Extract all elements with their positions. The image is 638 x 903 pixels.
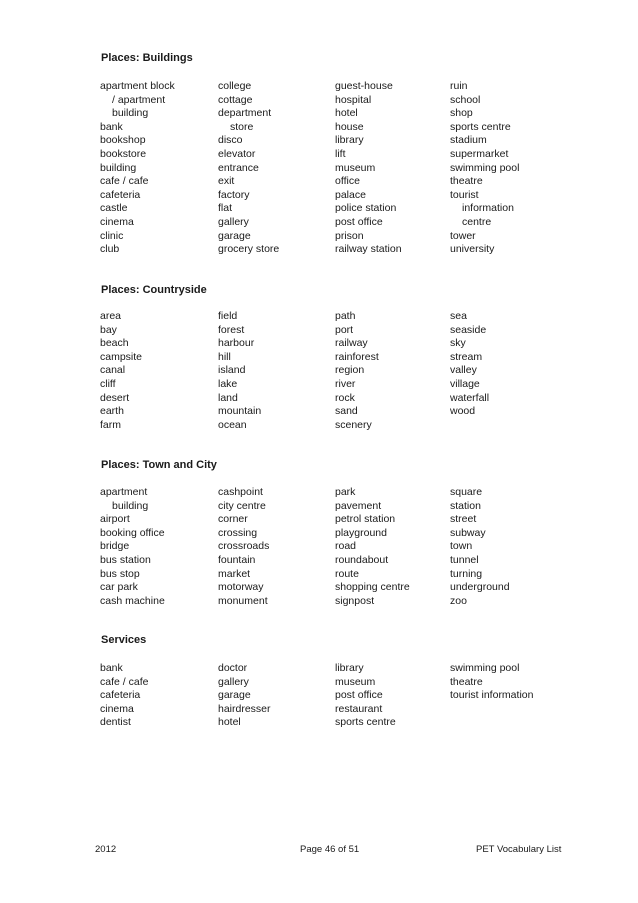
vocabulary-word: path	[335, 310, 356, 322]
vocabulary-word: flat	[218, 202, 233, 215]
vocabulary-word: island	[218, 364, 246, 377]
column-4	[450, 80, 519, 257]
vocabulary-word: earth	[100, 405, 124, 418]
vocabulary-word: prison	[335, 229, 364, 242]
vocabulary-word: area	[100, 310, 122, 322]
vocabulary-word: tourist	[450, 188, 479, 201]
vocabulary-word: cashpoint	[218, 486, 263, 498]
vocabulary-word: ruin	[450, 80, 468, 92]
vocabulary-word: waterfall	[450, 391, 490, 404]
vocabulary-word: bank	[100, 662, 123, 674]
vocabulary-word: building	[112, 499, 149, 512]
column-4	[450, 486, 510, 608]
vocabulary-word: guest-house	[335, 80, 393, 92]
vocabulary-word: bookstore	[100, 147, 147, 160]
vocabulary-word: turning	[450, 567, 483, 580]
vocabulary-word: cafeteria	[100, 689, 141, 702]
vocabulary-word: wood	[450, 405, 476, 418]
vocabulary-word: post office	[335, 215, 383, 228]
vocabulary-word: building	[100, 161, 137, 174]
vocabulary-word: post office	[335, 689, 383, 702]
vocabulary-word: club	[100, 243, 120, 256]
column-1	[100, 80, 175, 257]
vocabulary-word: monument	[218, 594, 268, 607]
footer-document-title: PET Vocabulary List	[476, 844, 562, 855]
vocabulary-word: mountain	[218, 405, 262, 418]
vocabulary-word: fountain	[218, 553, 256, 566]
vocabulary-word: scenery	[335, 418, 372, 431]
vocabulary-word: disco	[218, 134, 243, 147]
vocabulary-word: office	[335, 175, 360, 188]
vocabulary-word: bus station	[100, 553, 151, 566]
vocabulary-word: desert	[100, 391, 130, 404]
vocabulary-word: farm	[100, 418, 121, 431]
vocabulary-word: factory	[218, 188, 250, 201]
vocabulary-word: stadium	[450, 134, 487, 147]
vocabulary-word: station	[450, 499, 481, 512]
vocabulary-word: apartment	[100, 486, 148, 498]
vocabulary-word: canal	[100, 364, 126, 377]
vocabulary-word: castle	[100, 202, 128, 215]
vocabulary-word: bus stop	[100, 567, 140, 580]
vocabulary-word: tower	[450, 229, 476, 242]
vocabulary-word: tunnel	[450, 553, 479, 566]
vocabulary-word: university	[450, 243, 495, 256]
vocabulary-word: sky	[450, 337, 466, 350]
vocabulary-word: beach	[100, 337, 129, 350]
vocabulary-word: signpost	[335, 594, 375, 607]
vocabulary-word: railway	[335, 337, 368, 350]
vocabulary-word: campsite	[100, 350, 143, 363]
column-2	[218, 662, 271, 730]
vocabulary-word: hotel	[335, 107, 358, 120]
vocabulary-word: store	[230, 120, 254, 133]
vocabulary-word: crossroads	[218, 540, 270, 553]
vocabulary-word: shop	[450, 107, 473, 120]
column-3	[335, 662, 396, 730]
vocabulary-word: apartment block	[100, 80, 175, 92]
vocabulary-word: department	[218, 107, 272, 120]
vocabulary-word: cafe / cafe	[100, 675, 149, 688]
vocabulary-word: building	[112, 107, 149, 120]
vocabulary-word: museum	[335, 161, 376, 174]
vocabulary-word: airport	[100, 513, 130, 526]
vocabulary-word: swimming pool	[450, 161, 520, 174]
section-heading: Services	[101, 634, 147, 646]
vocabulary-word: exit	[218, 175, 235, 188]
vocabulary-word: seaside	[450, 323, 487, 336]
vocabulary-word: cliff	[100, 377, 116, 390]
vocabulary-word: zoo	[450, 594, 467, 607]
vocabulary-word: hospital	[335, 93, 372, 106]
vocabulary-word: playground	[335, 526, 387, 539]
vocabulary-word: stream	[450, 350, 483, 363]
vocabulary-word: sports centre	[450, 120, 511, 133]
vocabulary-word: cinema	[100, 215, 134, 228]
section-heading: Places: Countryside	[101, 284, 207, 296]
column-4	[450, 310, 489, 419]
vocabulary-word: gallery	[218, 215, 249, 228]
vocabulary-word: swimming pool	[450, 662, 520, 674]
vocabulary-word: road	[335, 540, 357, 553]
vocabulary-word: garage	[218, 689, 251, 702]
column-4	[450, 662, 533, 703]
vocabulary-word: subway	[450, 526, 486, 539]
section-heading: Places: Buildings	[101, 52, 193, 64]
vocabulary-word: information	[462, 202, 514, 215]
column-2	[218, 310, 261, 432]
vocabulary-word: bay	[100, 323, 117, 336]
vocabulary-word: car park	[100, 581, 138, 594]
column-3	[335, 310, 379, 432]
vocabulary-word: police station	[335, 202, 397, 215]
vocabulary-word: palace	[335, 188, 366, 201]
vocabulary-word: school	[450, 93, 481, 106]
vocabulary-word: entrance	[218, 161, 259, 174]
column-2	[218, 80, 279, 257]
vocabulary-word: square	[450, 486, 483, 498]
vocabulary-word: rock	[335, 391, 355, 404]
vocabulary-word: hotel	[218, 716, 241, 729]
vocabulary-word: rainforest	[335, 350, 379, 363]
vocabulary-word: restaurant	[335, 702, 383, 715]
vocabulary-word: hairdresser	[218, 702, 271, 715]
vocabulary-word: sea	[450, 310, 467, 322]
vocabulary-word: underground	[450, 581, 510, 594]
vocabulary-word: harbour	[218, 337, 255, 350]
vocabulary-word: field	[218, 310, 238, 322]
vocabulary-word: region	[335, 364, 365, 377]
vocabulary-word: park	[335, 486, 356, 498]
vocabulary-word: village	[450, 377, 480, 390]
vocabulary-word: booking office	[100, 526, 165, 539]
vocabulary-word: house	[335, 120, 364, 133]
vocabulary-word: gallery	[218, 675, 249, 688]
vocabulary-word: lake	[218, 377, 238, 390]
column-1	[100, 662, 148, 730]
vocabulary-word: doctor	[218, 662, 248, 674]
vocabulary-word: forest	[218, 323, 245, 336]
vocabulary-word: river	[335, 377, 356, 390]
vocabulary-word: crossing	[218, 526, 258, 539]
vocabulary-word: grocery store	[218, 243, 280, 256]
vocabulary-word: centre	[462, 215, 492, 228]
vocabulary-word: land	[218, 391, 238, 404]
vocabulary-word: library	[335, 134, 364, 147]
vocabulary-word: motorway	[218, 581, 264, 594]
vocabulary-word: museum	[335, 675, 376, 688]
vocabulary-word: railway station	[335, 243, 402, 256]
column-1	[100, 310, 142, 432]
vocabulary-word: cash machine	[100, 594, 165, 607]
vocabulary-word: ocean	[218, 418, 247, 431]
vocabulary-word: cafe / cafe	[100, 175, 149, 188]
footer-page-number: Page 46 of 51	[300, 844, 360, 855]
vocabulary-word: cinema	[100, 702, 134, 715]
vocabulary-word: cafeteria	[100, 188, 141, 201]
vocabulary-word: city centre	[218, 499, 266, 512]
vocabulary-word: valley	[450, 364, 477, 377]
vocabulary-word: library	[335, 662, 364, 674]
vocabulary-word: roundabout	[335, 553, 389, 566]
vocabulary-word: street	[450, 513, 477, 526]
column-3	[335, 80, 402, 257]
vocabulary-word: elevator	[218, 147, 256, 160]
column-2	[218, 486, 269, 608]
vocabulary-word: dentist	[100, 716, 131, 729]
vocabulary-word: garage	[218, 229, 251, 242]
vocabulary-word: corner	[218, 513, 248, 526]
section-heading: Places: Town and City	[101, 459, 217, 471]
vocabulary-word: clinic	[100, 229, 124, 242]
vocabulary-word: / apartment	[112, 93, 166, 106]
vocabulary-word: shopping centre	[335, 581, 410, 594]
vocabulary-word: bridge	[100, 540, 130, 553]
vocabulary-word: lift	[335, 147, 346, 160]
vocabulary-word: market	[218, 567, 251, 580]
column-1	[100, 486, 165, 608]
footer-year: 2012	[95, 844, 117, 855]
vocabulary-word: theatre	[450, 675, 483, 688]
vocabulary-word: bank	[100, 120, 123, 133]
vocabulary-word: sand	[335, 405, 358, 418]
vocabulary-word: theatre	[450, 175, 483, 188]
vocabulary-word: cottage	[218, 93, 253, 106]
column-3	[335, 486, 410, 608]
vocabulary-word: petrol station	[335, 513, 396, 526]
vocabulary-word: pavement	[335, 499, 382, 512]
vocabulary-word: bookshop	[100, 134, 146, 147]
vocabulary-word: sports centre	[335, 716, 396, 729]
vocabulary-word: route	[335, 567, 359, 580]
vocabulary-word: town	[450, 540, 473, 553]
vocabulary-word: port	[335, 323, 354, 336]
vocabulary-word: college	[218, 80, 252, 92]
vocabulary-word: hill	[218, 350, 231, 363]
vocabulary-word: tourist information	[450, 689, 534, 702]
vocabulary-word: supermarket	[450, 147, 509, 160]
